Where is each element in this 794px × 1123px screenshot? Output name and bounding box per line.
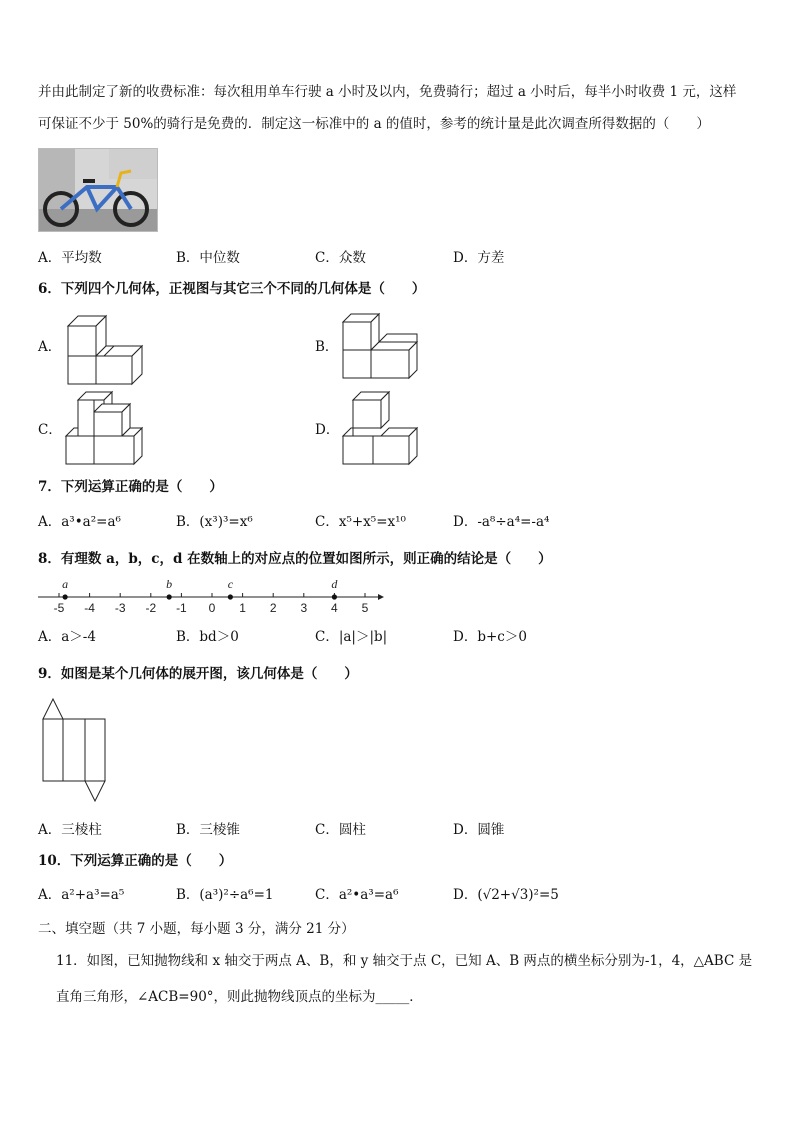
intro-line-2: 可保证不少于 50%的骑行是免费的．制定这一标准中的 a 的值时，参考的统计量是此次调查所得数据的（ ） [38,116,710,132]
q11-line-1: 11．如图，已知抛物线和 x 轴交于两点 A、B，和 y 轴交于点 C，已知 A、B 两点的横坐标分别为-1，4，△ABC 是 [56,953,753,969]
q9-option-a: A．三棱柱 [38,822,102,838]
q5-option-d: D．方差 [453,250,505,266]
q7-option-d: D．-a⁸÷a⁴=-a⁴ [453,514,550,530]
number-line-arrow [378,594,384,600]
q5-option-a: A．平均数 [38,250,102,266]
q7-option-b: B．(x³)³=x⁶ [176,514,253,530]
q5-option-b: B．中位数 [176,250,240,266]
q8-option-a: A．a＞-4 [38,629,96,645]
q9-prism-net [40,697,110,803]
point-label-c: c [227,577,234,591]
q7-option-a: A．a³•a²=a⁶ [38,514,121,530]
q6-solid-d [341,392,421,468]
tick-label: 4 [331,601,338,615]
tick-label: -1 [176,601,187,615]
point-label-b: b [166,577,173,591]
q6-solid-b [341,312,421,382]
q11-line-2: 直角三角形，∠ACB=90°，则此抛物线顶点的坐标为_____． [56,989,423,1005]
q6-label-b: B． [315,339,339,355]
q8-number-line [0,570,794,620]
q8-stem: 8．有理数 a，b，c，d 在数轴上的对应点的位置如图所示，则正确的结论是（ ） [38,551,552,567]
q7-option-c: C．x⁵+x⁵=x¹⁰ [315,514,406,530]
intro-line-1: 并由此制定了新的收费标准：每次租用单车行驶 a 小时及以内，免费骑行；超过 a 小时后，每半小时收费 1 元，这样 [38,84,737,100]
q8-option-c: C．|a|＞|b| [315,629,388,645]
q10-option-c: C．a²•a³=a⁶ [315,887,399,903]
q10-option-b: B．(a³)²÷a⁶=1 [176,887,274,903]
q7-stem: 7．下列运算正确的是（ ） [38,479,223,495]
tick-label: -4 [84,601,95,615]
q6-label-c: C． [38,422,62,438]
q10-stem: 10．下列运算正确的是（ ） [38,853,233,869]
tick-label: 3 [300,601,308,615]
tick-label: 2 [269,601,277,615]
q9-option-d: D．圆锥 [453,822,505,838]
q8-option-d: D．b+c＞0 [453,629,527,645]
q6-stem: 6．下列四个几何体，正视图与其它三个不同的几何体是（ ） [38,281,426,297]
point-label-d: d [331,577,338,591]
q6-label-d: D． [315,422,340,438]
tick-label: -5 [53,601,65,615]
point-b [167,594,172,599]
tick-label: -2 [145,601,157,615]
q8-option-b: B．bd＞0 [176,629,239,645]
q6-solid-a [64,310,144,385]
q10-option-a: A．a²+a³=a⁵ [38,887,125,903]
section-2-title: 二、填空题（共 7 小题，每小题 3 分，满分 21 分） [38,921,355,937]
q6-label-a: A． [38,339,62,355]
q10-option-d: D．(√2+√3)²=5 [453,887,559,903]
tick-label: 1 [239,601,246,615]
point-d [332,594,337,599]
q9-stem: 9．如图是某个几何体的展开图，该几何体是（ ） [38,666,358,682]
tick-label: 0 [208,601,216,615]
tick-label: 5 [361,601,369,615]
q9-option-c: C．圆柱 [315,822,366,838]
tick-label: -3 [114,601,126,615]
point-label-a: a [62,577,69,591]
point-a [63,594,68,599]
bike-photo [38,148,158,232]
q5-option-c: C．众数 [315,250,366,266]
point-c [228,594,233,599]
q6-solid-c [64,392,146,468]
q9-option-b: B．三棱锥 [176,822,240,838]
